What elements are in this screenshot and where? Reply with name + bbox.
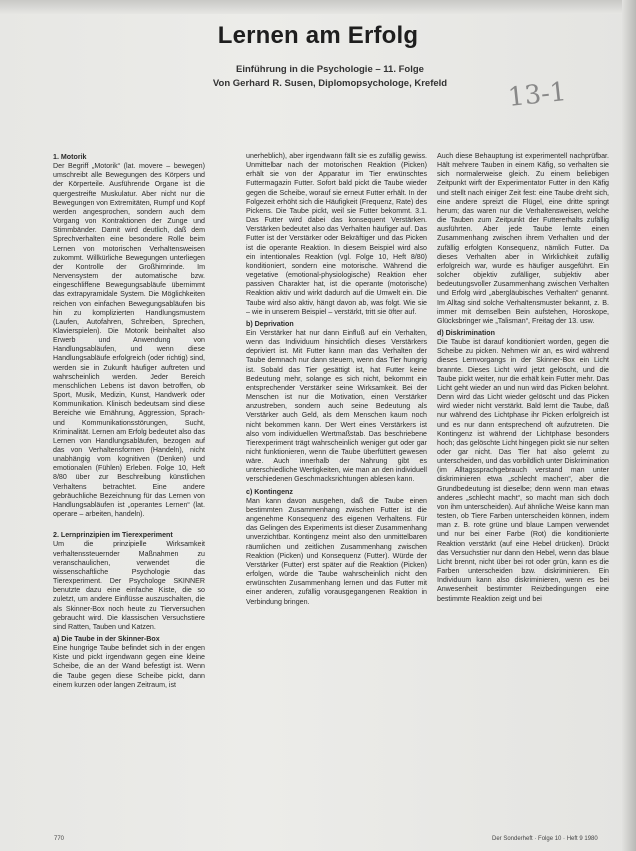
page-fold-edge [622, 0, 636, 851]
article-title: Lernen am Erfolg [217, 22, 419, 49]
section-text: Auch diese Behauptung ist experimentell nachprüfbar. Hält mehrere Tauben in einem Käfig, so verhalten sie sich normalerweise gleich. Zu einem beliebigen Zeitpunkt wirft der Experimentator Futter in den Käfig und stellt nach einiger Zeit fest: eine Taube dreht sich, eine andere spreizt die Flügel, eine dritte springt herum; das waren nur die Verhaltensweisen, welche die Tauben zum Zeitpunkt der Futtererhalts zufällig ausführten. Aber jede Taube lernte einen Zusammenhang zwischen ihrem Verhalten und der zufällig erfolgten Konsequenz, nämlich Futter. Da dieses Verhalten aber in Wirklichkeit zufällig erfolgreich war, wurde es häufiger ausgeführt. Ein solcher objektiv zufälliger, subjektiv aber bedeutungsvoller Zusammenhang zwischen Verhalten und Erfolg wird „abergläubisches Verhalten“ genannt. Im Alltag sind solche Verhaltensmuster bekannt, z. B. immer mit demselben Bein aufstehen, Horoskope, Glücksbringer wie „Talisman“, Freitag der 13. usw. [437, 152, 609, 325]
handwritten-note: 13-1 [506, 77, 568, 113]
section-text: Man kann davon ausgehen, daß die Taube einen bestimmten Zusammenhang zwischen Futter ist die angenehme Konsequenz des eigenen Verhaltens. Für das Gelingen des Experiments ist dieser Zusammenhang unverzichtbar. Kontingenz meint also den unmittelbaren räumlichen und zeitlichen Zusammenhang zwischen Reaktion (Picken) und Konsequenz (Futter). Würde der Verstärker (Futter) erst später auf die Reaktion (Picken) erfolgen, würde die Taube wahrscheinlich nicht den erwünschten Zusammenhang lernen und das Futter mit einer anderen, zufällig vorausgegangenen Reaktion in Verbindung bringen. [246, 496, 427, 606]
article-subtitle: Einführung in die Psychologie – 11. Folge [236, 64, 424, 75]
text-column-2 [246, 152, 427, 607]
subsection-heading: a) Die Taube in der Skinner-Box [53, 634, 160, 643]
section-heading: 2. Lernprinzipien im Tierexperiment [53, 531, 173, 540]
section-text: Um die prinzipielle Wirksamkeit verhaltenssteuernder Maßnahmen zu veranschaulichen, verwendet die wissenschaftliche Psychologie das Tierexperiment. Der Psychologe SKINNER benutzte dazu eine einfache Kiste, die so zuletzt, um andere Einflüsse auszuschalten, die als Skinner-Box noch heute zu Tierversuchen gebraucht wird. Die klassischen Versuchstiere sind Ratten, Tauben und Katzen. [53, 540, 205, 631]
section-text: Eine hungrige Taube befindet sich in der engen Kiste und pickt irgendwann gegen eine kleine Scheibe, die an der Wand befestigt ist. Wenn die Taube gegen diese Scheibe pickt, dann einem kurzen oder langen Zeitraum, ist [53, 644, 205, 689]
section-text: Die Taube ist darauf konditioniert worden, gegen die Scheibe zu picken. Nehmen wir an, es wird während dieses Lernvorgangs in der Skinner-Box ein Licht brannte. Dieses Licht wird jetzt gelöscht, und die Taube pickt weiter, nur die erhält kein Futter mehr. Das Licht geht wieder an und nun wird das Picken belohnt. Denn wird das Licht wieder gelöscht und das Picken wird wieder nicht verstärkt. Bald lernt die Taube, daß nur während des Lichtphase ihr Picken erfolgreich ist und es nur dann entsprechend oft aufzutreten. Die Kontingenz ist während der Lichtphase besonders hoch; das gelöschte Licht hingegen pickt sie nur selten oder gar nicht. Das Tier hat also gelernt zu unterscheiden, und das vorbildlich unter Diskrimination (im Alltagssprachgebrauch verstand man unter diskriminieren etwa „schlecht machen“, aber die Grundbedeutung ist dieselbe; denn wenn man etwas anderes „schlecht macht“, so macht man sich doch von ihm unterscheiden). Auf ähnliche Weise kann man testen, ob Tiere Farben unterscheiden können, indem man z. B. rote grüne und blaue Lampen verwendet und nur bei einer Farbe (Rot) die konditionierte Reaktion verstärkt (auf eine Hebel drücken). Drückt das Versuchstier nur dann den Hebel, wenn das blaue Licht brennt, nicht über bei rot oder grün, kann es die Farben unterscheiden bzw. diskriminieren. Ein Individuum kann also diskriminieren, wenn es bei Anwesenheit bestimmter Reizbedingungen eine bestimmte Reaktion zeigt und bei [437, 338, 609, 603]
text-column-1 [53, 150, 205, 690]
page-number: 770 [54, 836, 65, 842]
article-author: Von Gerhard R. Susen, Diplomopsychologe, Krefeld [212, 78, 448, 89]
subsection-heading: c) Kontingenz [246, 487, 293, 496]
section-text: Ein Verstärker hat nur dann Einfluß auf ein Verhalten, wenn das Individuum hinsichtlich dieses Verstärkers depriviert ist. Mit Futter kann man das Verhalten der Taube demnach nur dann steuern, wenn das Tier hungrig ist. Sobald das Tier gesättigt ist, hat Futter keine Bedeutung mehr, solange es sich nicht, bekommt ein entsprechender Verstärker seine Wirksamkeit. Bei der Menschen ist nur die Motivation, einen Verstärker anzustreben, sondern auch seine Bedeutung als Verstärker auch Geld, als dem Menschen kaum noch nicht bekommen kann. Der Wert eines Verstärkers ist also vom individuellen Wertmaßstab. Das beschriebene Tierexperiment trägt wahrscheinlich weniger gut oder gar nicht funktionieren, wenn die Taube überfüttert gewesen wäre. Auch innerhalb der Nahrung gibt es unterschiedliche Wertigkeiten, wie man an den individuell verschiedenen Geschmacksrichtungen ablesen kann. [246, 328, 427, 484]
publication-footer: Der Sonderheft · Folge 10 · Heft 9 1980 [492, 836, 598, 842]
subsection-heading: b) Deprivation [246, 319, 294, 328]
text-column-3 [437, 152, 609, 604]
section-heading: 1. Motorik [53, 153, 87, 161]
page-edge-shadow [0, 0, 636, 14]
section-text: Der Begriff „Motorik“ (lat. movere – bewegen) umschreibt alle Bewegungen des Körpers und der Körperteile. Ausführende Organe ist die quergestreifte Muskulatur. Aber nicht nur die Bewegungen von Extremitäten, Rumpf und Kopf werden angesprochen, sondern auch dem Vorgang von Kontraktionen der Zunge und Stimmbänder. Damit wird deutlich, daß dem Sprechverhalten eine besondere Rolle beim Lernen von motorischen Verhaltensweisen zukommt. Willkürliche Bewegungen unterliegen der Kontrolle der Großhirnrinde. Im Nervensystem der automatische bzw. eingeschliffene Bewegungsabläufe übernimmt das extrapyramidale System. Die Möglichkeiten reichen von einfachen Bewegungsabläufen bis hin zu komplizierten Handlungsmustern (Laufen, Autofahren, Schreiben, Sprechen, Klavierspielen). Die Motorik beinhaltet also Erwerb und Anwendung von Handlungsabläufen, und wenn diese Handlungsabläufe erfolgreich (oder richtig) sind, werden sie in Zukunft häufiger auftreten und wahrscheinlich werden. Jeder Bereich menschlichen Lebens ist davon betroffen, ob Sport, Musik, Medizin, Kunst, Handwerk oder Kommunikation. Klinisch bedeutsam sind diese Bereiche wie Ernährung, Aggression, Sprach- und Kommunikationsstörungen, Sucht, Kriminalität. Lernen am Erfolg bedeutet also das Lernen von Handlungsabläufen, bezogen auf das von Verhaltensformen (Handeln), nicht unabhängig vom kognitiven (Denken) und emotionalen (Fühlen) Erleben. Folge 10, Heft 8/80 über zur Beschreibung künstlichen Verhaltens betrachtet. Eine andere gebräuchliche Bezeichnung für das Lernen von Handlungsabläufen ist „operantes Lernen“ (lat. operare – arbeiten, handeln). [53, 162, 205, 519]
section-text: unerheblich), aber irgendwann fällt sie es zufällig gewiss. Unmittelbar nach der motorischen Reaktion (Picken) erhält sie von der Apparatur im Tier erwünschtes Futtermagazin Futter. Sofort bald pickt die Taube wieder gegen die Scheibe, worauf sie erneut Futter erhält. In der Folgezeit erhöht sich die Häufigkeit (Frequenz, Rate) des Pickens. Die Taube pickt, weil sie Futter bekommt. 3.1. Das Futter wird dabei das konsequent Verstärken. Verstärken bedeutet also das Verhalten häufiger auf. Das Futter ist der Verstärker oder Bekräftiger und das Picken ist die operante Reaktion. In diesem Beispiel wird also ein intentionales Reaktion (vgl. Folge 10, Heft 8/80) konditioniert, sondern eine motorische. Während die vegetative (emotional-physiologische) Reaktion eher passiven Charakter hat, ist die operante (motorische) Reaktion aktiv und wirkt dadurch auf die Umwelt ein. Die Taube wird also aktiv, hängt davon ab, was folgt. Wie sie – wie in unserem Beispiel – verstärkt, tritt sie öfter auf. [246, 152, 427, 316]
subsection-heading: d) Diskrimination [437, 328, 495, 337]
